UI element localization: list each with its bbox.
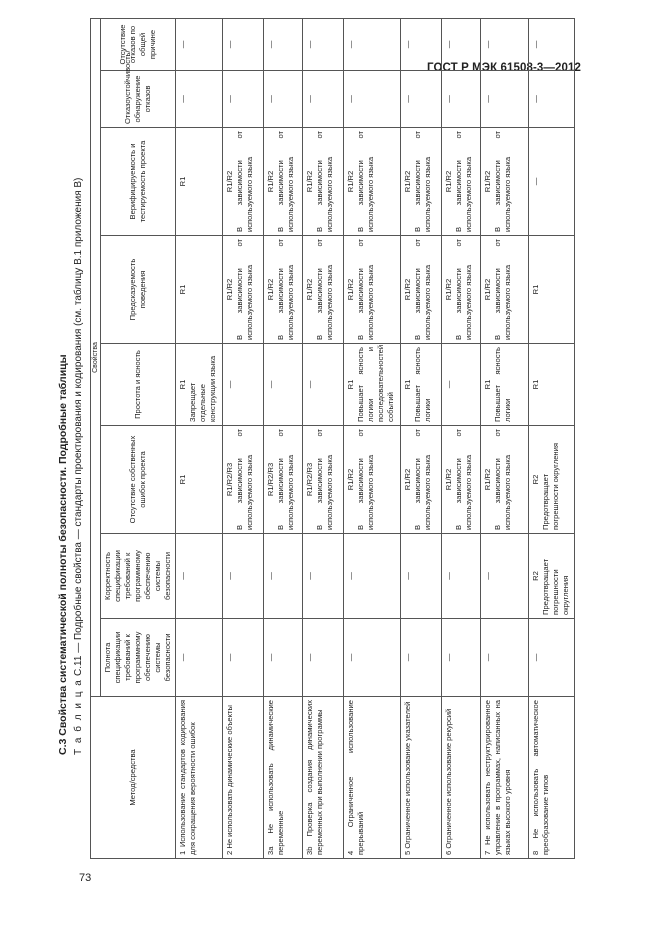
property-cell <box>263 426 302 534</box>
table-row <box>222 19 263 859</box>
property-cell <box>481 426 528 534</box>
method-cell: 3а Не использовать динамические переменные <box>263 697 302 859</box>
header-col-6: Верифицируемость и тестируемость проекта <box>101 128 176 236</box>
requirement-code: R1/R2/R3 <box>265 462 275 497</box>
requirement-note: В зависимости от используемого языка <box>356 239 376 340</box>
method-cell: 2 Не использовать динамические объекты <box>222 697 263 859</box>
method-cell: 4 Ограниченное использование прерываний <box>344 697 401 859</box>
property-cell <box>176 236 222 344</box>
property-cell <box>442 128 481 236</box>
requirement-note: В зависимости от используемого языка <box>356 429 376 530</box>
requirement-note: В зависимости от используемого языка <box>275 131 295 232</box>
requirement-code: R2 <box>530 571 540 581</box>
requirement-code: R1/R2 <box>346 170 356 193</box>
property-cell <box>176 426 222 534</box>
property-cell: — <box>176 534 222 619</box>
property-cell: — <box>303 619 344 697</box>
property-cell: — <box>303 19 344 71</box>
property-cell: — <box>400 71 441 128</box>
property-cell <box>481 236 528 344</box>
method-cell: 1 Использование стандартов кодирования для сокращения вероятности ошибок <box>176 697 222 859</box>
table-title-prefix: Т а б л и ц а <box>73 678 84 755</box>
property-cell: — <box>528 71 574 128</box>
table-row <box>303 19 344 859</box>
requirement-code: R1/R2 <box>265 170 275 193</box>
property-cell: — <box>344 19 401 71</box>
table-title-rest: С.11 — Подробные свойства — стандарты проектирования и кодирования (см. таблицу В.1 приложения В) <box>73 177 84 679</box>
requirement-note: Предотвращает погрешности округления <box>540 443 560 530</box>
property-cell <box>344 426 401 534</box>
property-cell <box>303 236 344 344</box>
page-number: 73 <box>79 872 92 884</box>
requirement-code: R1/R2 <box>224 278 234 301</box>
requirement-code: R1 <box>178 474 188 485</box>
requirement-note: В зависимости от используемого языка <box>275 429 295 530</box>
property-cell <box>303 128 344 236</box>
requirement-code: R1/R2 <box>224 170 234 193</box>
table-row <box>176 19 222 859</box>
requirement-code: R1/R2/R3 <box>224 462 234 497</box>
requirement-note: В зависимости от используемого языка <box>412 239 432 340</box>
requirement-note: В зависимости от используемого языка <box>454 429 474 530</box>
requirement-note: Повышает ясность логики <box>412 347 432 422</box>
requirement-code: R1/R2 <box>483 278 493 301</box>
property-cell <box>263 236 302 344</box>
table-row <box>481 19 528 859</box>
property-cell <box>344 344 401 426</box>
property-cell: — <box>481 534 528 619</box>
requirement-note: В зависимости от используемого языка <box>412 131 432 232</box>
property-cell: — <box>263 619 302 697</box>
requirement-code: R1 <box>178 284 188 295</box>
property-cell <box>400 344 441 426</box>
property-cell <box>528 426 574 534</box>
property-cell <box>222 426 263 534</box>
table-row <box>344 19 401 859</box>
property-cell: — <box>222 534 263 619</box>
requirement-code: R1 <box>402 379 412 390</box>
requirement-code: R1/R2 <box>483 170 493 193</box>
header-col-3: Отсутствие собственных ошибок проекта <box>101 426 176 534</box>
requirement-code: R1 <box>178 176 188 187</box>
method-cell: 8 Не использовать автоматическое преобразование типов <box>528 697 574 859</box>
requirement-code: R1 <box>178 379 188 390</box>
property-cell: — <box>176 619 222 697</box>
requirement-code: R1/R2 <box>483 468 493 491</box>
property-cell: — <box>222 71 263 128</box>
property-cell: — <box>481 619 528 697</box>
property-cell: — <box>303 534 344 619</box>
property-cell <box>481 344 528 426</box>
requirement-code: R1 <box>530 284 540 295</box>
table-row <box>442 19 481 859</box>
property-cell <box>442 426 481 534</box>
method-cell: 3b Проверка создания динамических переменных при выполнении программы <box>303 697 344 859</box>
property-cell <box>400 236 441 344</box>
method-cell: 6 Ограниченное использование рекурсий <box>442 697 481 859</box>
requirement-code: R1 <box>483 379 493 390</box>
requirement-note: В зависимости от используемого языка <box>234 131 254 232</box>
property-cell: — <box>528 19 574 71</box>
property-cell <box>442 236 481 344</box>
property-cell <box>344 236 401 344</box>
header-properties-group: Свойства <box>91 19 101 697</box>
property-cell <box>528 344 574 426</box>
requirement-note: В зависимости от используемого языка <box>412 429 432 530</box>
standard-header: ГОСТ Р МЭК 61508-3—2012 <box>427 62 581 74</box>
property-cell: — <box>400 19 441 71</box>
requirement-note: В зависимости от используемого языка <box>454 131 474 232</box>
requirement-code: R1 <box>530 379 540 390</box>
property-cell <box>400 128 441 236</box>
requirement-code: R1/R2 <box>402 170 412 193</box>
property-cell <box>400 426 441 534</box>
property-cell: — <box>176 19 222 71</box>
property-cell: — <box>176 71 222 128</box>
property-cell: — <box>481 71 528 128</box>
property-cell: — <box>528 619 574 697</box>
requirement-note: В зависимости от используемого языка <box>315 239 335 340</box>
requirement-code: R1/R2 <box>265 278 275 301</box>
header-col-7: Отказоустойчивость/обнаружение отказов <box>101 71 176 128</box>
property-cell: — <box>442 619 481 697</box>
requirement-note: В зависимости от используемого языка <box>275 239 295 340</box>
requirement-code: R1/R2 <box>346 468 356 491</box>
requirement-note: В зависимости от используемого языка <box>454 239 474 340</box>
requirement-code: R1/R2 <box>402 278 412 301</box>
table-title <box>73 178 84 755</box>
table-row <box>528 19 574 859</box>
property-cell: — <box>263 344 302 426</box>
requirement-code: R1 <box>346 379 356 390</box>
requirement-note: В зависимости от используемого языка <box>234 239 254 340</box>
requirement-code: R1/R2 <box>305 170 315 193</box>
property-cell: — <box>263 71 302 128</box>
header-method: Метод/средства <box>91 697 176 859</box>
requirement-code: R1/R2/R3 <box>305 462 315 497</box>
section-title: С.3 Свойства систематической полноты безопасности. Подробные таблицы <box>57 354 69 755</box>
requirement-note: Повышает ясность логики и последовательностей событий <box>356 344 396 422</box>
requirement-code: R2 <box>530 474 540 485</box>
property-cell: — <box>400 619 441 697</box>
requirement-note: В зависимости от используемого языка <box>493 429 513 530</box>
requirement-note: Предотвращает погрешности округления <box>540 558 570 615</box>
property-cell: — <box>222 19 263 71</box>
property-cell <box>176 128 222 236</box>
requirement-note: Запрещает отдельные конструкции языка <box>188 355 218 422</box>
requirement-code: R1/R2 <box>444 468 454 491</box>
requirement-code: R1/R2 <box>444 278 454 301</box>
property-cell: — <box>400 534 441 619</box>
requirement-note: Повышает ясность логики <box>493 347 513 422</box>
table-row <box>263 19 302 859</box>
property-cell: — <box>442 534 481 619</box>
requirement-note: В зависимости от используемого языка <box>315 131 335 232</box>
requirement-code: R1/R2 <box>402 468 412 491</box>
property-cell <box>222 128 263 236</box>
requirement-note: В зависимости от используемого языка <box>493 239 513 340</box>
requirement-code: R1/R2 <box>346 278 356 301</box>
rotated-content <box>52 5 577 915</box>
property-cell <box>263 128 302 236</box>
method-cell: 5 Ограниченное использование указателей <box>400 697 441 859</box>
property-cell: — <box>303 71 344 128</box>
header-col-5: Предсказуемость поведения <box>101 236 176 344</box>
property-cell: — <box>222 344 263 426</box>
header-col-8: Отсутствие отказов по общей причине <box>101 19 176 71</box>
property-cell: — <box>222 619 263 697</box>
table-row <box>400 19 441 859</box>
property-cell: — <box>442 344 481 426</box>
property-cell: — <box>442 71 481 128</box>
requirement-code: R1/R2 <box>305 278 315 301</box>
property-cell: — <box>344 619 401 697</box>
property-cell: — <box>303 344 344 426</box>
property-cell: — <box>528 128 574 236</box>
property-cell <box>303 426 344 534</box>
header-col-1: Полнота спецификации требований к программному обеспечению системы безопасности <box>101 619 176 697</box>
property-cell: — <box>263 534 302 619</box>
property-cell: — <box>442 19 481 71</box>
header-col-4: Простота и ясность <box>101 344 176 426</box>
header-col-2: Корректность спецификации требований к программному обеспечению системы безопасности <box>101 534 176 619</box>
property-cell <box>528 534 574 619</box>
property-cell <box>222 236 263 344</box>
property-cell <box>528 236 574 344</box>
requirement-note: В зависимости от используемого языка <box>315 429 335 530</box>
requirement-note: В зависимости от используемого языка <box>234 429 254 530</box>
property-cell <box>176 344 222 426</box>
property-cell <box>344 128 401 236</box>
property-cell <box>481 128 528 236</box>
requirement-note: В зависимости от используемого языка <box>356 131 376 232</box>
property-cell: — <box>263 19 302 71</box>
method-cell: 7 Не использовать неструктурированное управление в программах, написанных на языках высокого уровня <box>481 697 528 859</box>
property-cell: — <box>481 19 528 71</box>
properties-table <box>90 18 575 859</box>
property-cell: — <box>344 71 401 128</box>
requirement-code: R1/R2 <box>444 170 454 193</box>
property-cell: — <box>344 534 401 619</box>
requirement-note: В зависимости от используемого языка <box>493 131 513 232</box>
